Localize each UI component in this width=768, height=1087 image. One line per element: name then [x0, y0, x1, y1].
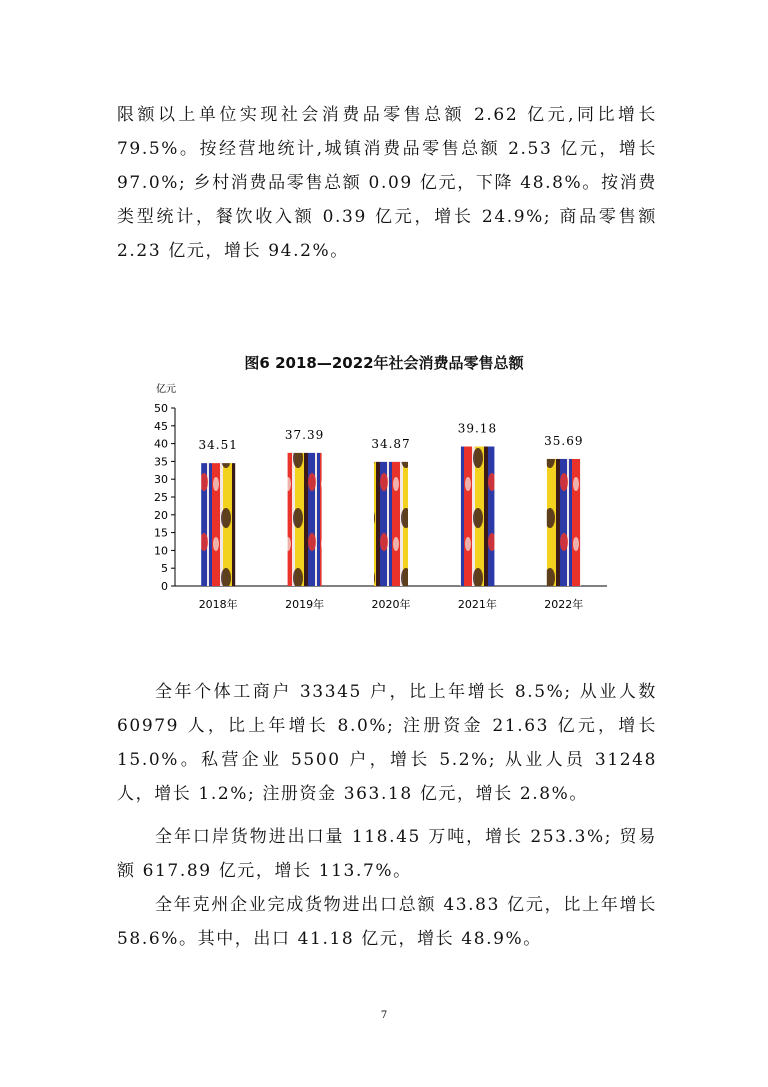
bar-value-label: 39.18 — [457, 421, 498, 436]
bar-2019年 — [288, 453, 322, 586]
bar-value-label: 34.51 — [198, 438, 238, 453]
paragraph-import-export: 全年克州企业完成货物进出口总额 43.83 亿元，比上年增长 58.6%。其中，出口 41.18 亿元，增长 48.9%。 — [117, 895, 657, 949]
x-tick-label: 2018年 — [198, 598, 238, 610]
y-tick-label: 25 — [154, 491, 168, 504]
chart-title: 图6 2018—2022年社会消费品零售总额 — [244, 354, 524, 372]
bar-2020年 — [374, 462, 408, 586]
y-tick-label: 15 — [154, 526, 168, 540]
paragraph-individual-business: 全年个体工商户 33345 户，比上年增长 8.5%; 从业人数 60979 人，比上年增长 8.0%; 注册资金 21.63 亿元，增长 15.0%。私营企业 5500 户，增长 5.2%; 从业人员 31248 人，增长 1.2%; 注册资金 363.18 亿元，增长 2.8%。 — [117, 682, 657, 804]
bar-value-label: 34.87 — [371, 436, 411, 451]
y-tick-label: 35 — [154, 455, 168, 469]
bar-value-label: 37.39 — [284, 427, 325, 442]
page-number: 7 — [380, 1010, 388, 1021]
retail-sales-bar-chart — [140, 380, 620, 610]
y-tick-label: 10 — [154, 544, 168, 558]
paragraph-retail-sales: 限额以上单位实现社会消费品零售总额 2.62 亿元,同比增长 79.5%。按经营地统计,城镇消费品零售总额 2.53 亿元，增长 97.0%; 乡村消费品零售总额 0.09 亿元，下降 48.8%。按消费类型统计，餐饮收入额 0.39 亿元，增长 24.9%; 商品零售额 2.23 亿元，增长 94.2%。 — [117, 105, 657, 261]
y-tick-label: 45 — [154, 419, 168, 433]
y-tick-label: 40 — [154, 437, 168, 451]
y-tick-label: 5 — [161, 562, 168, 576]
x-tick-label: 2020年 — [371, 598, 411, 610]
paragraph-port-trade: 全年口岸货物进出口量 118.45 万吨，增长 253.3%; 贸易额 617.89 亿元，增长 113.7%。 — [117, 827, 657, 881]
bar-value-label: 35.69 — [544, 433, 584, 448]
y-tick-label: 30 — [154, 473, 168, 487]
bar-2021年 — [460, 447, 494, 586]
y-tick-label: 20 — [154, 508, 168, 522]
bar-2018年 — [201, 463, 235, 586]
y-tick-label: 0 — [161, 580, 168, 593]
y-axis-unit-label: 亿元 — [156, 384, 176, 395]
x-tick-label: 2019年 — [285, 598, 325, 610]
y-tick-label: 50 — [154, 402, 168, 415]
x-tick-label: 2022年 — [544, 598, 584, 610]
bar-2022年 — [547, 459, 581, 586]
x-tick-label: 2021年 — [457, 598, 497, 610]
